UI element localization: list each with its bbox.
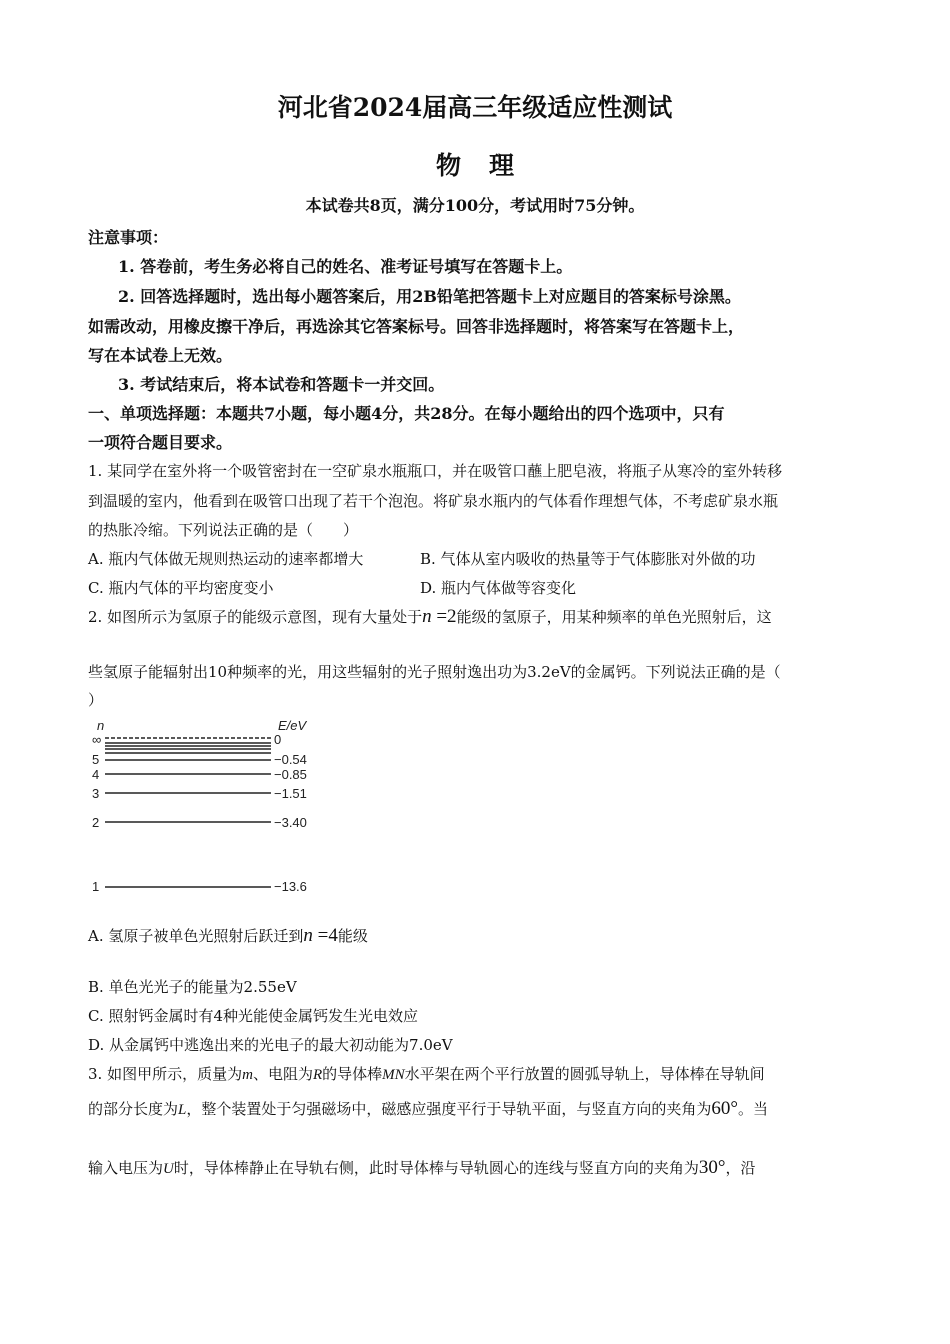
level-1-energy: −13.6 bbox=[274, 879, 307, 894]
level-1-n: 1 bbox=[92, 879, 100, 894]
level-5-energy: −0.54 bbox=[274, 752, 307, 767]
q3-text-1d: 水平架在两个平行放置的圆弧导轨上，导体棒在导轨间 bbox=[404, 1065, 765, 1083]
notice-heading: 注意事项： bbox=[88, 228, 169, 247]
q3-mass-symbol: m bbox=[242, 1067, 253, 1083]
level-4-energy: −0.85 bbox=[274, 767, 307, 782]
diagram-n-label: n bbox=[97, 718, 105, 733]
q2-option-a-text-b: 能级 bbox=[337, 927, 368, 945]
q3-text-1b: 、电阻为 bbox=[252, 1065, 313, 1083]
q2-option-a-n-value: =4 bbox=[312, 925, 338, 946]
q1-stem-line-3: 的热胀冷缩。下列说法正确的是（ ） bbox=[88, 521, 359, 539]
notice-item-2-line-2: 如需改动，用橡皮擦干净后，再选涂其它答案标号。回答非选择题时，将答案写在答题卡上， bbox=[88, 317, 745, 336]
q1-option-b: B. 气体从室内吸收的热量等于气体膨胀对外做的功 bbox=[420, 550, 756, 568]
q3-text-1a: 3. 如图甲所示，质量为 bbox=[88, 1065, 243, 1083]
q2-n-value: =2 bbox=[431, 606, 457, 627]
q2-n-symbol: n bbox=[422, 606, 432, 627]
q3-length-symbol: L bbox=[178, 1102, 187, 1118]
q3-text-2b: ，整个装置处于匀强磁场中，磁感应强度平行于导轨平面，与竖直方向的夹角为 bbox=[186, 1100, 712, 1118]
q2-stem-text-b: 能级的氢原子，用某种频率的单色光照射后，这 bbox=[456, 608, 772, 626]
level-4-n: 4 bbox=[92, 767, 100, 782]
q3-stem-line-1 bbox=[88, 1063, 868, 1084]
q1-stem-line-1: 1. 某同学在室外将一个吸管密封在一空矿泉水瓶瓶口，并在吸管口蘸上肥皂液，将瓶子从寒冷的室外转移 bbox=[88, 462, 783, 480]
q3-rod-symbol: MN bbox=[382, 1067, 405, 1083]
q2-stem-line-3: ） bbox=[88, 691, 104, 709]
section1-heading-line-1: 一、单项选择题：本题共7小题，每小题4分，共28分。在每小题给出的四个选项中，只有 bbox=[88, 404, 725, 423]
q3-text-3b: 时，导体棒静止在导轨右侧，此时导体棒与导轨圆心的连线与竖直方向的夹角为 bbox=[173, 1159, 699, 1177]
q1-option-c: C. 瓶内气体的平均密度变小 bbox=[88, 579, 274, 597]
q3-text-1c: 的导体棒 bbox=[322, 1065, 383, 1083]
q2-option-c: C. 照射钙金属时有4种光能使金属钙发生光电效应 bbox=[88, 1007, 419, 1025]
q3-text-2c: 。当 bbox=[737, 1100, 768, 1118]
exam-title: 河北省2024届高三年级适应性测试 bbox=[277, 93, 673, 122]
q2-stem-line-2: 些氢原子能辐射出10种频率的光，用这些辐射的光子照射逸出功为3.2eV的金属钙。下列说法正确的是（ bbox=[88, 663, 781, 681]
q1-option-a: A. 瓶内气体做无规则热运动的速率都增大 bbox=[88, 550, 364, 568]
energy-level-diagram bbox=[88, 712, 328, 902]
q3-resistance-symbol: R bbox=[312, 1067, 323, 1083]
q2-option-a bbox=[88, 925, 868, 947]
q3-angle-30: 30° bbox=[698, 1157, 726, 1178]
q2-option-a-text-a: A. 氢原子被单色光照射后跃迁到 bbox=[88, 927, 304, 945]
level-2-energy: −3.40 bbox=[274, 815, 307, 830]
q3-text-3c: ，沿 bbox=[725, 1159, 756, 1177]
q2-option-a-n-symbol: n bbox=[303, 925, 313, 946]
notice-item-3: 3. 考试结束后，将本试卷和答题卡一并交回。 bbox=[118, 375, 445, 394]
q2-option-d: D. 从金属钙中逃逸出来的光电子的最大初动能为7.0eV bbox=[88, 1036, 453, 1054]
notice-item-2-line-1: 2. 回答选择题时，选出每小题答案后，用2B铅笔把答题卡上对应题目的答案标号涂黑。 bbox=[118, 287, 741, 306]
level-inf-energy: 0 bbox=[274, 732, 282, 747]
q2-stem-text-a: 2. 如图所示为氢原子的能级示意图，现有大量处于 bbox=[88, 608, 423, 626]
section1-heading-line-2: 一项符合题目要求。 bbox=[88, 433, 233, 452]
q3-text-3a: 输入电压为 bbox=[88, 1159, 164, 1177]
notice-item-1: 1. 答卷前，考生务必将自己的姓名、准考证号填写在答题卡上。 bbox=[118, 257, 573, 276]
level-inf-n: ∞ bbox=[92, 732, 102, 747]
q3-stem-line-3 bbox=[88, 1157, 868, 1179]
level-5-n: 5 bbox=[92, 752, 100, 767]
q3-stem-line-2 bbox=[88, 1098, 868, 1120]
level-3-n: 3 bbox=[92, 786, 100, 801]
diagram-energy-label: E/eV bbox=[278, 718, 307, 733]
level-2-n: 2 bbox=[92, 815, 100, 830]
q2-stem-line-1 bbox=[88, 606, 868, 628]
q1-stem-line-2: 到温暖的室内，他看到在吸管口出现了若干个泡泡。将矿泉水瓶内的气体看作理想气体，不考虑矿泉水瓶 bbox=[88, 492, 779, 510]
q3-voltage-symbol: U bbox=[163, 1161, 174, 1177]
q3-text-2a: 的部分长度为 bbox=[88, 1100, 179, 1118]
q3-angle-60: 60° bbox=[711, 1098, 738, 1119]
exam-info: 本试卷共8页，满分100分，考试用时75分钟。 bbox=[305, 196, 645, 215]
level-3-energy: −1.51 bbox=[274, 786, 307, 801]
q1-option-d: D. 瓶内气体做等容变化 bbox=[420, 579, 577, 597]
q2-option-b: B. 单色光光子的能量为2.55eV bbox=[88, 978, 297, 996]
subject-title: 物理 bbox=[435, 151, 542, 180]
notice-item-2-line-3: 写在本试卷上无效。 bbox=[88, 346, 233, 365]
